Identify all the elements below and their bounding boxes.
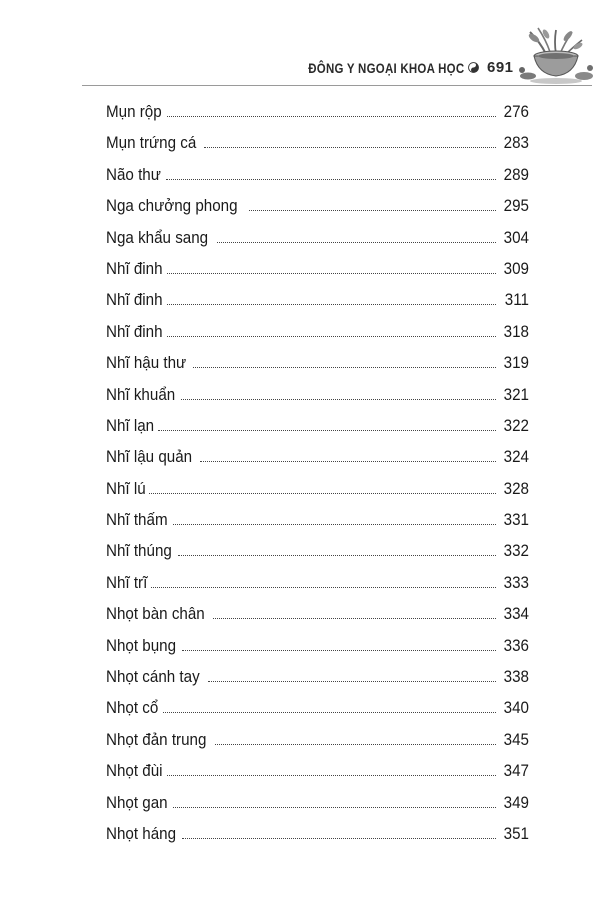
toc-entry-title: Nhọt háng (106, 824, 177, 843)
toc-entry-page: 334 (503, 605, 529, 624)
toc-entry (106, 448, 529, 479)
dot-leader (151, 587, 496, 588)
toc-entry-title: Nhĩ thấm (106, 511, 168, 530)
dot-leader (158, 430, 496, 431)
dot-leader (166, 179, 496, 180)
toc-entry (106, 480, 529, 511)
yin-yang-icon (468, 62, 479, 73)
toc-entry (106, 794, 529, 825)
toc-entry-page: 328 (503, 479, 529, 498)
toc-entry-page: 345 (503, 730, 529, 749)
running-title: ĐÔNG Y NGOẠI KHOA HỌC (307, 60, 464, 76)
toc-entry (106, 605, 529, 636)
toc-entry-page: 349 (503, 793, 529, 812)
toc-entry-title: Nhĩ hậu thư (106, 354, 187, 373)
dot-leader (208, 681, 496, 682)
toc-entry-page: 340 (503, 699, 529, 718)
dot-leader (204, 147, 496, 148)
dot-leader (167, 116, 496, 117)
toc-entry-title: Nhọt cánh tay (106, 668, 200, 687)
dot-leader (217, 242, 496, 243)
toc-entry (106, 260, 529, 291)
toc-entry-title: Nhọt gan (106, 793, 168, 812)
toc-entry (106, 637, 529, 668)
toc-entry-page: 321 (503, 385, 529, 404)
toc-entry-page: 295 (503, 197, 529, 216)
dot-leader (182, 650, 496, 651)
toc-entry-title: Nhĩ đinh (106, 322, 163, 341)
dot-leader (173, 524, 496, 525)
dot-leader (149, 493, 496, 494)
toc-entry (106, 417, 529, 448)
toc-entry-title: Nhọt đùi (106, 762, 163, 781)
toc-entry (106, 229, 529, 260)
toc-entry-title: Nhĩ lú (106, 479, 146, 498)
toc-entry-title: Nhọt đản trung (106, 730, 207, 749)
toc-entry-title: Nga khẩu sang (106, 228, 209, 247)
page-number: 691 (487, 59, 514, 76)
toc-entry-title: Nhĩ đinh (106, 291, 163, 310)
toc-entry-page: 347 (503, 762, 529, 781)
toc-entry (106, 134, 529, 165)
toc-entry-page: 322 (503, 416, 529, 435)
toc-entry (106, 542, 529, 573)
table-of-contents (106, 103, 529, 856)
toc-entry-page: 309 (503, 259, 529, 278)
toc-entry (106, 166, 529, 197)
dot-leader (163, 712, 496, 713)
toc-entry (106, 731, 529, 762)
dot-leader (213, 618, 496, 619)
page-header (0, 40, 612, 90)
toc-entry-page: 332 (503, 542, 529, 561)
dot-leader (200, 461, 496, 462)
header-rule (82, 85, 592, 86)
toc-entry-page: 311 (504, 291, 529, 310)
dot-leader (178, 555, 496, 556)
toc-entry-title: Mụn rộp (106, 103, 162, 121)
toc-entry (106, 668, 529, 699)
toc-entry (106, 323, 529, 354)
toc-entry (106, 574, 529, 605)
toc-entry-title: Mụn trứng cá (106, 134, 197, 153)
dot-leader (173, 807, 496, 808)
toc-entry-title: Nhọt bụng (106, 636, 177, 655)
toc-entry-page: 331 (503, 511, 529, 530)
toc-entry-title: Nhĩ lậu quản (106, 448, 193, 467)
toc-entry (106, 103, 529, 134)
toc-entry-page: 283 (503, 134, 529, 153)
toc-entry (106, 699, 529, 730)
toc-entry (106, 511, 529, 542)
toc-entry-page: 276 (503, 103, 529, 121)
toc-entry-page: 324 (503, 448, 529, 467)
toc-entry (106, 197, 529, 228)
toc-entry (106, 386, 529, 417)
toc-entry-page: 333 (503, 573, 529, 592)
toc-entry (106, 762, 529, 793)
toc-entry-title: Nhĩ trĩ (106, 573, 148, 592)
toc-entry (106, 825, 529, 856)
toc-entry (106, 354, 529, 385)
toc-entry-page: 319 (503, 354, 529, 373)
toc-entry-page: 336 (503, 636, 529, 655)
dot-leader (167, 304, 496, 305)
dot-leader (193, 367, 496, 368)
herb-bowl-illustration-icon (516, 26, 596, 86)
toc-entry-title: Nhĩ lạn (106, 416, 155, 435)
toc-entry-page: 304 (503, 228, 529, 247)
toc-entry-page: 338 (503, 668, 529, 687)
dot-leader (167, 273, 496, 274)
toc-entry-title: Nhĩ đinh (106, 259, 163, 278)
toc-entry-page: 351 (503, 824, 529, 843)
dot-leader (167, 336, 496, 337)
dot-leader (181, 399, 496, 400)
toc-entry (106, 291, 529, 322)
dot-leader (215, 744, 496, 745)
toc-entry-title: Nhọt bàn chân (106, 605, 205, 624)
dot-leader (167, 775, 496, 776)
dot-leader (182, 838, 496, 839)
toc-entry-page: 318 (503, 322, 529, 341)
toc-entry-title: Nhĩ khuẩn (106, 385, 176, 404)
toc-entry-title: Não thư (106, 165, 161, 184)
toc-entry-title: Nhọt cổ (106, 699, 159, 718)
toc-entry-page: 289 (503, 165, 529, 184)
toc-entry-title: Nhĩ thúng (106, 542, 172, 561)
toc-entry-title: Nga chưởng phong (106, 197, 238, 216)
dot-leader (249, 210, 496, 211)
